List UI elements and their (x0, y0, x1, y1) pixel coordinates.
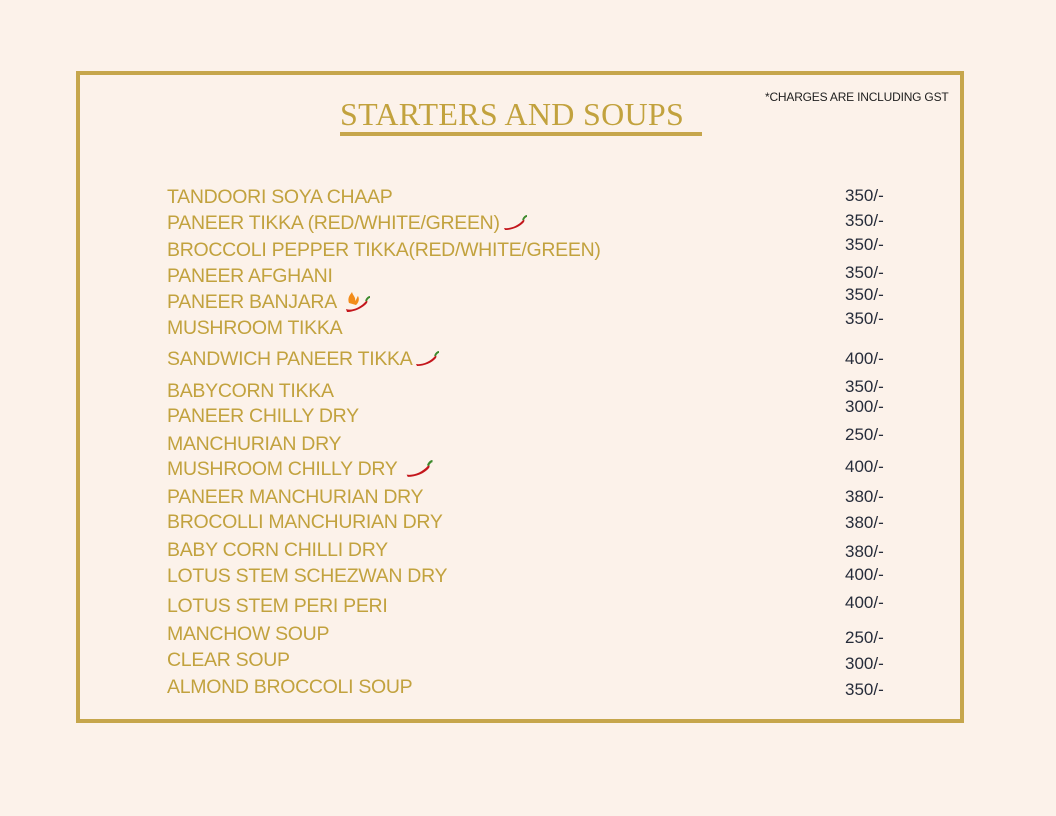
menu-item-price: 380/- (845, 513, 884, 532)
menu-item-price: 350/- (845, 235, 884, 254)
menu-item-price: 350/- (845, 377, 884, 396)
menu-item-name: MUSHROOM TIKKA (167, 317, 343, 339)
menu-item-price: 400/- (845, 593, 884, 612)
menu-item-price: 380/- (845, 542, 884, 561)
menu-item-name: LOTUS STEM PERI PERI (167, 595, 388, 617)
menu-item-name: PANEER MANCHURIAN DRY (167, 486, 424, 508)
menu-item-name: BROCOLLI MANCHURIAN DRY (167, 511, 443, 533)
menu-item-price: 400/- (845, 565, 884, 584)
menu-item-name: PANEER CHILLY DRY (167, 405, 359, 427)
menu-item-name: BROCCOLI PEPPER TIKKA(RED/WHITE/GREEN) (167, 239, 601, 261)
title-underline (340, 132, 702, 136)
menu-item-price: 250/- (845, 425, 884, 444)
menu-item-name: MANCHOW SOUP (167, 623, 330, 645)
menu-item-name: CLEAR SOUP (167, 649, 290, 671)
menu-item-price: 350/- (845, 680, 884, 699)
hot-chili-icon (343, 291, 371, 313)
menu-item-price: 400/- (845, 457, 884, 476)
menu-title: STARTERS AND SOUPS (340, 96, 685, 132)
menu-item-name: BABY CORN CHILLI DRY (167, 539, 388, 561)
chili-pepper-icon (404, 460, 434, 478)
menu-item-name: LOTUS STEM SCHEZWAN DRY (167, 565, 448, 587)
menu-item-name: BABYCORN TIKKA (167, 380, 334, 402)
menu-item-price: 250/- (845, 628, 884, 647)
menu-item-price: 400/- (845, 349, 884, 368)
menu-item-name: MANCHURIAN DRY (167, 433, 342, 455)
menu-item-price: 350/- (845, 211, 884, 230)
menu-item-price: 350/- (845, 186, 884, 205)
menu-item-name: PANEER BANJARA (167, 290, 371, 314)
chili-pepper-icon (414, 351, 440, 367)
menu-item-price: 350/- (845, 285, 884, 304)
menu-item-name: ALMOND BROCCOLI SOUP (167, 676, 413, 698)
menu-item-price: 350/- (845, 309, 884, 328)
menu-item-price: 380/- (845, 487, 884, 506)
menu-item-name: TANDOORI SOYA CHAAP (167, 186, 393, 208)
menu-item-name: PANEER TIKKA (RED/WHITE/GREEN) (167, 211, 528, 235)
menu-item-name: PANEER AFGHANI (167, 265, 333, 287)
chili-pepper-icon (502, 215, 528, 231)
gst-note: *CHARGES ARE INCLUDING GST (765, 90, 949, 104)
menu-item-price: 350/- (845, 263, 884, 282)
menu-item-price: 300/- (845, 654, 884, 673)
menu-item-price: 300/- (845, 397, 884, 416)
menu-item-name: MUSHROOM CHILLY DRY (167, 457, 434, 481)
menu-item-name: SANDWICH PANEER TIKKA (167, 347, 440, 371)
